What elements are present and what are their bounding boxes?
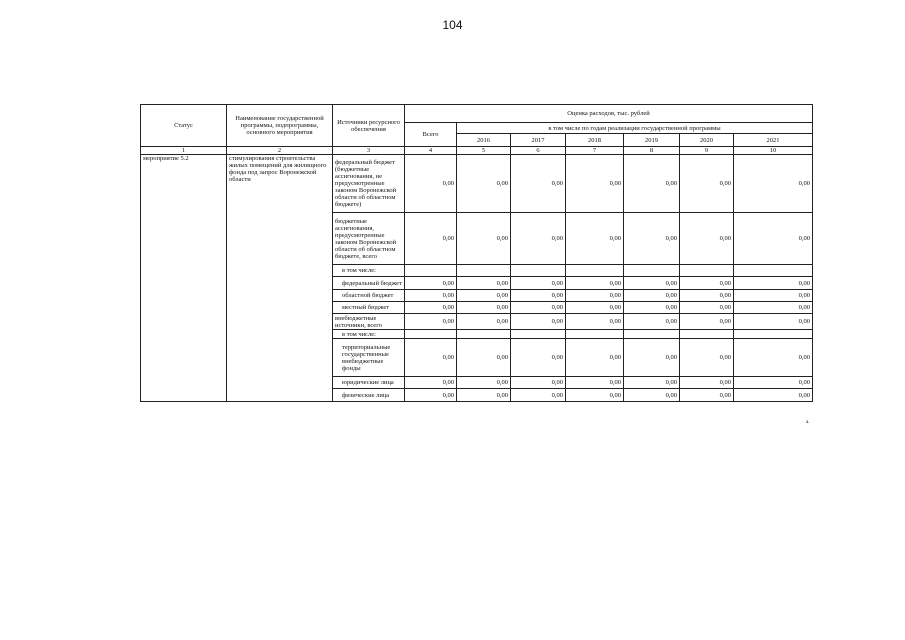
value-cell: 0,00: [624, 389, 680, 402]
value-cell: 0,00: [680, 213, 734, 265]
value-cell: 0,00: [734, 302, 813, 314]
value-cell: [680, 330, 734, 339]
value-cell: 0,00: [457, 290, 511, 302]
name-cell: стимулирования строительства жилых помещений для жилищного фонда под запрос Воронежской области: [227, 155, 333, 402]
value-cell: 0,00: [457, 377, 511, 389]
column-number: 7: [566, 147, 624, 155]
value-cell: 0,00: [511, 290, 566, 302]
value-cell: 0,00: [405, 377, 457, 389]
budget-table: [140, 104, 813, 402]
value-cell: 0,00: [457, 213, 511, 265]
value-cell: 0,00: [566, 155, 624, 213]
value-cell: 0,00: [734, 290, 813, 302]
value-cell: 0,00: [680, 377, 734, 389]
source-label: в том числе:: [333, 265, 405, 277]
column-number: 1: [141, 147, 227, 155]
value-cell: 0,00: [624, 377, 680, 389]
value-cell: 0,00: [566, 339, 624, 377]
column-number: 5: [457, 147, 511, 155]
value-cell: [457, 265, 511, 277]
name-header: Наименование государственной программы, подпрограммы, основного мероприятия: [227, 105, 333, 147]
value-cell: [624, 330, 680, 339]
column-number: 3: [333, 147, 405, 155]
value-cell: 0,00: [566, 377, 624, 389]
value-cell: 0,00: [405, 314, 457, 330]
page-number: 104: [442, 18, 463, 32]
table-row: [141, 155, 813, 213]
value-cell: 0,00: [624, 290, 680, 302]
source-label: в том числе:: [333, 330, 405, 339]
value-cell: 0,00: [511, 314, 566, 330]
column-number: 2: [227, 147, 333, 155]
value-cell: 0,00: [511, 339, 566, 377]
year-header: 2017: [511, 134, 566, 147]
value-cell: 0,00: [624, 302, 680, 314]
value-cell: [624, 265, 680, 277]
value-cell: 0,00: [511, 377, 566, 389]
value-cell: [405, 265, 457, 277]
value-cell: 0,00: [566, 213, 624, 265]
value-cell: 0,00: [566, 389, 624, 402]
page-mark: а.: [806, 420, 810, 425]
value-cell: 0,00: [734, 389, 813, 402]
year-header: 2020: [680, 134, 734, 147]
value-cell: 0,00: [734, 155, 813, 213]
value-cell: [680, 265, 734, 277]
status-cell: мероприятие 5.2: [141, 155, 227, 402]
value-cell: [511, 330, 566, 339]
value-cell: 0,00: [734, 277, 813, 290]
value-cell: 0,00: [457, 277, 511, 290]
source-label: местный бюджет: [333, 302, 405, 314]
value-cell: 0,00: [734, 377, 813, 389]
estimate-header: Оценка расходов, тыс. рублей: [405, 105, 813, 123]
value-cell: [566, 330, 624, 339]
value-cell: 0,00: [624, 155, 680, 213]
value-cell: 0,00: [624, 213, 680, 265]
value-cell: 0,00: [624, 314, 680, 330]
source-label: внебюджетные источники, всего: [333, 314, 405, 330]
value-cell: [405, 330, 457, 339]
value-cell: 0,00: [405, 389, 457, 402]
value-cell: [511, 265, 566, 277]
column-number: 4: [405, 147, 457, 155]
value-cell: [457, 330, 511, 339]
value-cell: 0,00: [624, 339, 680, 377]
year-header: 2021: [734, 134, 813, 147]
source-label: территориальные государственные внебюджетные фонды: [333, 339, 405, 377]
value-cell: 0,00: [457, 339, 511, 377]
value-cell: 0,00: [511, 213, 566, 265]
value-cell: 0,00: [511, 277, 566, 290]
value-cell: 0,00: [405, 339, 457, 377]
column-number: 10: [734, 147, 813, 155]
source-label: областной бюджет: [333, 290, 405, 302]
value-cell: 0,00: [680, 302, 734, 314]
value-cell: [734, 330, 813, 339]
value-cell: 0,00: [566, 314, 624, 330]
value-cell: 0,00: [680, 155, 734, 213]
value-cell: 0,00: [511, 389, 566, 402]
value-cell: 0,00: [405, 290, 457, 302]
value-cell: 0,00: [457, 155, 511, 213]
value-cell: [734, 265, 813, 277]
source-label: федеральный бюджет: [333, 277, 405, 290]
column-number: 6: [511, 147, 566, 155]
source-label: бюджетные ассигнования, предусмотренные законом Воронежской области об областном бюджете, всего: [333, 213, 405, 265]
value-cell: 0,00: [405, 277, 457, 290]
by-years-header: в том числе по годам реализации государственной программы: [457, 123, 813, 134]
value-cell: 0,00: [457, 314, 511, 330]
value-cell: 0,00: [734, 339, 813, 377]
source-label: физические лица: [333, 389, 405, 402]
source-label: федеральный бюджет (бюджетные ассигнования, не предусмотренные законом Воронежской области об областном бюджете): [333, 155, 405, 213]
sources-header: Источники ресурсного обеспечения: [333, 105, 405, 147]
value-cell: 0,00: [405, 155, 457, 213]
value-cell: 0,00: [734, 314, 813, 330]
value-cell: 0,00: [566, 302, 624, 314]
value-cell: 0,00: [457, 302, 511, 314]
value-cell: 0,00: [680, 389, 734, 402]
column-number: 9: [680, 147, 734, 155]
value-cell: 0,00: [405, 302, 457, 314]
value-cell: 0,00: [680, 277, 734, 290]
year-header: 2018: [566, 134, 624, 147]
value-cell: 0,00: [566, 277, 624, 290]
value-cell: 0,00: [511, 155, 566, 213]
status-header: Статус: [141, 105, 227, 147]
value-cell: [566, 265, 624, 277]
value-cell: 0,00: [457, 389, 511, 402]
value-cell: 0,00: [680, 314, 734, 330]
value-cell: 0,00: [624, 277, 680, 290]
value-cell: 0,00: [405, 213, 457, 265]
source-label: юридические лица: [333, 377, 405, 389]
value-cell: 0,00: [566, 290, 624, 302]
value-cell: 0,00: [511, 302, 566, 314]
value-cell: 0,00: [680, 290, 734, 302]
value-cell: 0,00: [734, 213, 813, 265]
column-number: 8: [624, 147, 680, 155]
total-header: Всего: [405, 123, 457, 147]
year-header: 2019: [624, 134, 680, 147]
year-header: 2016: [457, 134, 511, 147]
value-cell: 0,00: [680, 339, 734, 377]
